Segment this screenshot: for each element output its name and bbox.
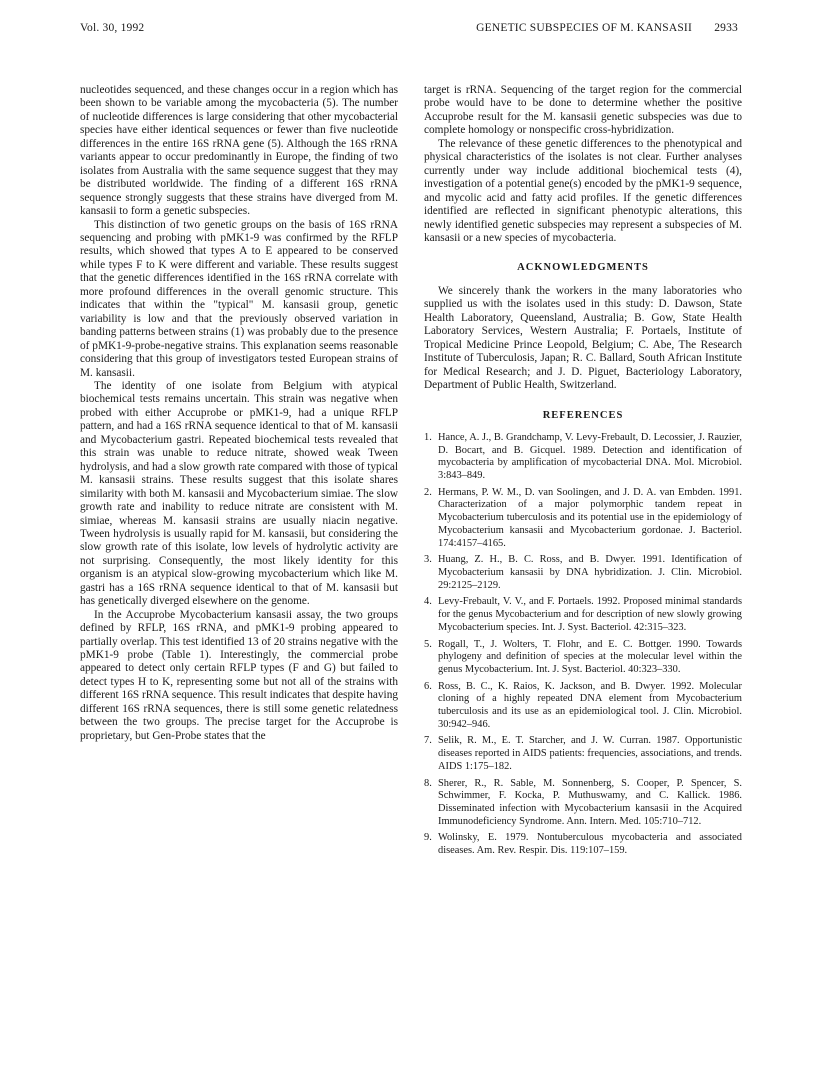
page-number: 2933 <box>714 22 738 34</box>
reference-list <box>424 432 742 858</box>
reference-text: Ross, B. C., K. Raios, K. Jackson, and B. Dwyer. 1992. Molecular cloning of a highly repeated DNA element from Mycobacterium tuberculosis and its use as an epidemiological tool. J. Clin. Microbiol. 30:942–946. <box>438 680 742 730</box>
reference-text: Hance, A. J., B. Grandchamp, V. Levy-Frebault, D. Lecossier, J. Rauzier, D. Bocart, and B. Gicquel. 1989. Detection and identification of mycobacteria by amplification of mycobacterial DNA. Mol. Microbiol. 3:843–849. <box>438 431 742 482</box>
volume-label: Vol. 30, 1992 <box>80 22 145 34</box>
reference-text: Selik, R. M., E. T. Starcher, and J. W. Curran. 1987. Opportunistic diseases reported in AIDS patients: frequencies, associations, and trends. AIDS 1:175–182. <box>438 735 742 772</box>
reference-number: 6. <box>424 680 432 692</box>
reference-item <box>424 832 742 857</box>
left-paragraph-1: nucleotides sequenced, and these changes occur in a region which has been shown to be variable among the mycobacteria (5). The number of nucleotide differences is large considering that other mycobacterial species have either identical sequences or fewer than five nucleotide differences in the entire 16S rRNA gene (5). Although the 16S rRNA variants appear to occur predominantly in Europe, the finding of two isolates from Australia with the same sequence suggest that they may be distributed worldwide. The finding of a different 16S rRNA sequence strongly suggests that these strains have diverged from M. kansasii to form a genetic subspecies. <box>80 84 398 218</box>
left-paragraph-2: This distinction of two genetic groups on the basis of 16S rRNA sequencing and probing with pMK1-9 was confirmed by the RFLP results, which showed that types A to E appeared to be conserved while types F to K were different and variable. These results suggest that the genetic differences identified in the 16S rRNA correlate with more profound differences in the overall genomic structure. This indicates that within the "typical" M. kansasii group, genetic variability is low and that the previously observed variation in banding patterns between strains (1) was probably due to the presence of pMK1-9-probe-negative strains. This explanation seems reasonable considering that this group of investigators tested European strains of M. kansasii. <box>80 218 398 379</box>
reference-item <box>424 596 742 634</box>
right-paragraph-2: The relevance of these genetic differences to the phenotypical and physical characteristics of the isolates is not clear. Further analyses currently under way include additional biochemical tests (4), investigation of a potential gene(s) encoded by the pMK1-9 sequence, and mycolic acid and fatty acid profiles. If the genetic differences identified are reflected in significant phenotypic alterations, this newly identified genetic subspecies may represent a subspecies of M. kansasii or a new species of mycobacteria. <box>424 137 742 244</box>
running-title: GENETIC SUBSPECIES OF M. KANSASII <box>476 22 692 34</box>
left-paragraph-3: The identity of one isolate from Belgium with atypical biochemical tests remains uncertain. This strain was negative when probed with either Accuprobe or pMK1-9, had a unique RFLP pattern, and had a 16S rRNA sequence identical to that of M. kansasii and Mycobacterium gastri. Repeated biochemical tests revealed that this strain was unable to reduce nitrate, showed weak Tween hydrolysis, and had a slow growth rate compared with those of typical M. kansasii strains. These results suggest that this isolate shares similarity with both M. kansasii and Mycobacterium simiae. The slow growth rate and inability to reduce nitrate are consistent with M. simiae, whereas M. kansasii strains are usually niacin negative. Tween hydrolysis is usually rapid for M. kansasii, but considering the slow growth rate of this isolate, low levels of hydrolytic activity are not surprising. Consequently, the most likely identity for this organism is an atypical slow-growing mycobacterium which like M. gastri has a 16S rRNA sequence identical to that of M. kansasii but has genetically diverged elsewhere on the genome. <box>80 379 398 608</box>
reference-item <box>424 639 742 677</box>
reference-number: 2. <box>424 486 432 498</box>
reference-number: 7. <box>424 735 432 747</box>
reference-text: Rogall, T., J. Wolters, T. Flohr, and E. C. Bottger. 1990. Towards phylogeny and definition of species at the molecular level within the genus Mycobacterium. Int. J. Syst. Bacteriol. 40:323–330. <box>438 638 742 675</box>
left-column <box>80 84 398 743</box>
reference-text: Hermans, P. W. M., D. van Soolingen, and J. D. A. van Embden. 1991. Characterization of a major polymorphic tandem repeat in Mycobacterium tuberculosis and its potential use in the epidemiology of Mycobacterium kansasii and Mycobacterium gordonae. J. Bacteriol. 174:4157–4165. <box>438 486 742 549</box>
reference-text: Wolinsky, E. 1979. Nontuberculous mycobacteria and associated diseases. Am. Rev. Respir. Dis. 119:107–159. <box>438 832 742 857</box>
reference-item <box>424 554 742 592</box>
reference-number: 3. <box>424 554 432 566</box>
reference-number: 1. <box>424 431 432 443</box>
acknowledgments-text: We sincerely thank the workers in the many laboratories who supplied us with the isolates used in this study: D. Dawson, State Health Laboratory, Queensland, Australia; B. Gow, State Health Laboratory Services, Western Australia; F. Portaels, Institute of Tropical Medicine Prince Leopold, Belgium; C. Abe, The Research Institute of Tuberculosis, Japan; R. C. Ballard, South African Institute for Medical Research; and J. D. Piguet, Bacteriology Laboratory, Department of Public Health, Switzerland. <box>424 284 742 392</box>
reference-text: Sherer, R., R. Sable, M. Sonnenberg, S. Cooper, P. Spencer, S. Schwimmer, F. Kocka, P. Muthuswamy, and C. Kallick. 1986. Disseminated infection with Mycobacterium kansasii in the Acquired Immunodeficiency Syndrome. Ann. Intern. Med. 105:710–712. <box>438 777 742 827</box>
reference-text: Levy-Frebault, V. V., and F. Portaels. 1992. Proposed minimal standards for the genus Mycobacterium and for description of new slowly growing Mycobacterium species. Int. J. Syst. Bacteriol. 42:315–323. <box>438 596 742 633</box>
reference-item <box>424 735 742 773</box>
right-paragraph-1: target is rRNA. Sequencing of the target region for the commercial probe would have to be done to determine whether the positive Accuprobe result for the M. kansasii genetic subspecies was due to complete homology or nonspecific cross-hybridization. <box>424 84 742 137</box>
reference-item <box>424 778 742 829</box>
reference-number: 9. <box>424 832 432 844</box>
reference-item <box>424 487 742 551</box>
reference-number: 4. <box>424 596 432 608</box>
reference-number: 5. <box>424 638 432 650</box>
page-header <box>80 22 738 42</box>
reference-text: Huang, Z. H., B. C. Ross, and B. Dwyer. 1991. Identification of Mycobacterium kansasii by DNA hybridization. J. Clin. Microbiol. 29:2125–2129. <box>438 554 742 591</box>
right-column <box>424 84 742 862</box>
left-paragraph-4: In the Accuprobe Mycobacterium kansasii assay, the two groups defined by RFLP, 16S rRNA, and pMK1-9 probing appeared to partially overlap. This test identified 13 of 20 strains negative with the pMK1-9 probe (Table 1). Interestingly, the commercial probe appeared to detect only certain RFLP types (F and G) but failed to detect types H to K, representing some but not all of the strains with different 16S rRNA sequence. This result indicates that despite having different 16S rRNA sequences, there is still some genetic relatedness between the two groups. The precise target for the Accuprobe is proprietary, but Gen-Probe states that the <box>80 608 398 742</box>
acknowledgments-heading: ACKNOWLEDGMENTS <box>517 262 649 274</box>
reference-number: 8. <box>424 777 432 789</box>
references-heading: REFERENCES <box>542 409 624 421</box>
reference-item <box>424 432 742 483</box>
reference-item <box>424 681 742 732</box>
